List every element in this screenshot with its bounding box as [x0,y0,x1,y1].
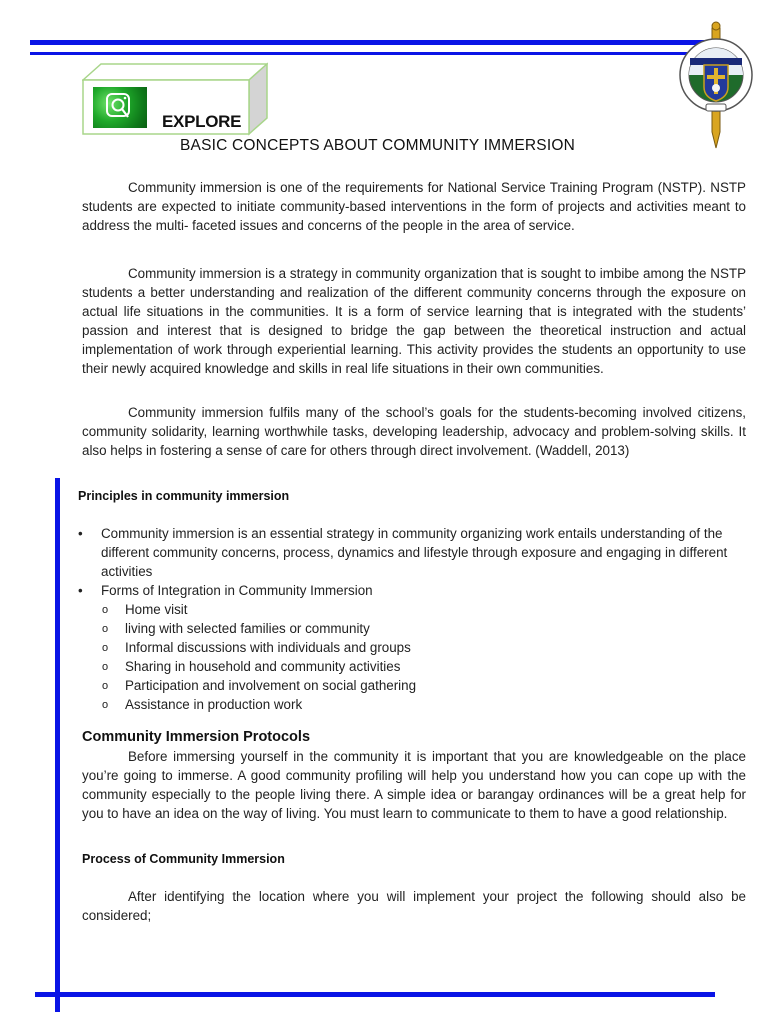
sublist-item: o Informal discussions with individuals and groups [78,638,738,657]
intro-paragraph-3: Community immersion fulfils many of the school’s goals for the students-becoming involved citizens, community solidarity, learning worthwhile tasks, developing leadership, advocacy and problem-solving skills. It also helps in fostering a sense of care for others through direct involvement. (Waddell, 2013) [82,405,746,458]
sublist-item: o living with selected families or community [78,619,738,638]
circle-bullet-icon: o [102,699,109,711]
intro-paragraph-2: Community immersion is a strategy in community organization that is sought to imbibe among the NSTP students a better understanding and realization of the different community concerns through the exposure on actual life situations in the communities. It is a form of service learning that is integrated with the students’ passion and interest that is designed to bridge the gap between the theoretical instruction and actual implementation of work through experiential learning. This activity provides the students an opportunity to use their newly acquired knowledge and skills in real life situations in their own communities. [82,266,746,376]
list-item: • Community immersion is an essential strategy in community organizing work entails understanding of the different community concerns, process, dynamics and lifestyle through exposure and engaging in different activities [78,526,728,579]
list-item: • Forms of Integration in Community Immersion [78,583,373,598]
circle-bullet-icon: o [102,642,109,654]
top-border-thick [30,40,722,45]
left-border-vertical [55,478,60,1012]
sublist-item: o Assistance in production work [78,695,738,714]
circle-bullet-icon: o [102,623,109,635]
sublist-item: o Sharing in household and community activities [78,657,738,676]
process-paragraph: After identifying the location where you will implement your project the following should also be considered; [82,889,746,923]
forms-sublist-container [78,600,738,714]
intro-paragraph-1: Community immersion is one of the requirements for National Service Training Program (NSTP). NSTP students are expected to initiate community-based interventions in the form of projects and activities meant to address the multi- faceted issues and concerns of the people in the area of service. [82,180,746,233]
protocols-heading: Community Immersion Protocols [82,729,311,745]
explore-label: EXPLORE [162,112,242,131]
circle-bullet-icon: o [102,661,109,673]
explore-section-badge [82,62,268,136]
process-heading: Process of Community Immersion [82,852,285,866]
bottom-border [35,992,715,997]
principles-list [78,524,738,714]
page-title: BASIC CONCEPTS ABOUT COMMUNITY IMMERSION [180,137,575,154]
university-seal-logo [676,20,756,152]
forms-sublist [78,600,738,714]
circle-bullet-icon: o [102,604,109,616]
search-magnifier-icon [93,87,147,128]
top-border-thin [30,52,722,55]
sublist-item: o Home visit [78,600,738,619]
bullet-icon: • [78,583,83,598]
principles-heading: Principles in community immersion [78,489,290,503]
circle-bullet-icon: o [102,680,109,692]
bullet-icon: • [78,526,83,541]
protocols-paragraph: Before immersing yourself in the community it is important that you are knowledgeable on the place you’re going to immerse. A good community profiling will help you understand how you can cope up with the community especially to the people living there. A simple idea or barangay ordinances will be a great help for you to have an idea on the way of living. You must learn to communicate to them to have a good relationship. [82,749,746,821]
sublist-item: o Participation and involvement on social gathering [78,676,738,695]
